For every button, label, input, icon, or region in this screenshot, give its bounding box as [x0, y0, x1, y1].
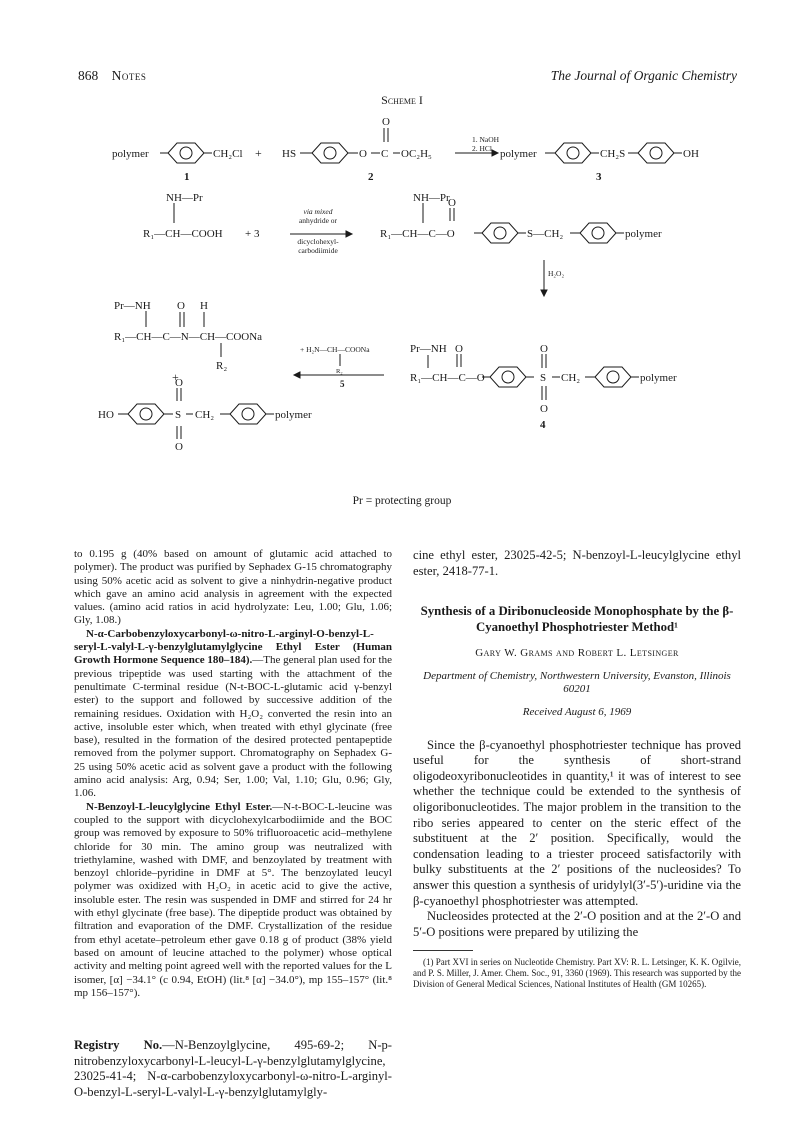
benzene-ring-inner — [140, 408, 152, 420]
article-authors: Gary W. Grams and Robert L. Letsinger — [475, 647, 679, 659]
r2-label: R₂ — [216, 360, 228, 372]
polymer-label: polymer — [625, 228, 662, 240]
reaction-scheme — [0, 90, 805, 530]
amino-acid-label: R₁—CH—COOH — [143, 228, 223, 240]
running-header-left — [78, 68, 146, 84]
ch2-label: CH₂ — [561, 372, 581, 384]
ester-chain-label: R₁—CH—C—O — [380, 228, 455, 240]
page-number: 868 — [78, 68, 99, 83]
benzene-ring — [580, 223, 616, 243]
paragraph — [74, 801, 392, 1000]
condition-line-3: dicyclohexyl- — [297, 237, 339, 246]
paragraph: to 0.195 g (40% based on amount of glutamic acid attached to polymer). The product was purified by Sephadex G-15 chromatography using 50% acetic acid as solvent to give a ninhydrin-negative product which gave an amino acid analysis in agreement with the expected values. (amino acid ratios in acid hydrolyzate: Leu, 1.00; Glu, 1.06; Gly, 1.08.) — [74, 548, 392, 627]
section-label: Notes — [111, 68, 147, 83]
sulfonyl-o-top: O — [175, 377, 183, 389]
compound-number-5: 5 — [340, 379, 345, 389]
plus-sign: + — [255, 146, 262, 160]
compound-number-4: 4 — [540, 419, 546, 431]
paragraph-text: —N-t-BOC-L-leucine was coupled to the support with dicyclohexylcarbodiimide and the BOC group was removed by exposure to 50% trifluoroacetic acid–methylene chloride for 30 min. The amino group was neutralized with triethylamine, washed with DMF, and benzoylated by treatment with benzoyl chloride–pyridine in DMF at 5°. The benzoylated leucyl polymer was oxidized with H₂O₂ in acetic acid to give the active, insoluble ester. The resin was suspended in DMF and stirred for 24 hr with ethyl glycinate (free base). The dipeptide product was obtained by filtration and evaporation of the DMF. Crystallization of the residue from ethyl acetate–petroleum ether gave 0.18 g of product (38% yield based on amount of leucine attached to the polymer) whose optical activity and melting point agreed well with the reported values for the L isomer, [α] −34.1° (c 0.94, EtOH) (lit.⁸ [α] −34.0°), mp 155–157° (lit.⁸ mp 156–157°). — [74, 800, 393, 999]
plus-3-label: + 3 — [245, 228, 260, 240]
benzene-ring — [312, 143, 348, 163]
paragraph — [74, 628, 392, 801]
ch2cl-label: CH₂Cl — [213, 148, 243, 160]
condition-line-2: anhydride or — [298, 216, 338, 225]
received-date: Received August 6, 1969 — [522, 706, 632, 719]
polymer-label: polymer — [640, 372, 677, 384]
polymer-label: polymer — [500, 148, 537, 160]
ch2-label: CH₂ — [195, 409, 215, 421]
benzene-ring-inner — [592, 227, 604, 239]
benzene-ring — [638, 143, 674, 163]
benzene-ring-inner — [567, 147, 579, 159]
sulfur-label: S — [540, 372, 547, 384]
plus-sign: + — [172, 370, 179, 384]
nh-pr-label: NH—Pr — [166, 192, 203, 204]
registry-text: —N-Benzoylglycine, 495-69-2; N-p-nitrobenzyloxycarbonyl-L-leucyl-L-γ-benzylglutamylglycine, 23025-41-4; N-α-carbobenzyloxycarbonyl-ω-nitro-L-arginyl-O-benzyl-L-seryl-L-valyl-L-γ-benzylglutamylgly- — [74, 1038, 393, 1099]
reagent-h2o2: H₂O₂ — [548, 269, 565, 278]
scheme-title: Scheme I — [381, 93, 423, 107]
benzene-ring-inner — [494, 227, 506, 239]
benzene-ring-inner — [650, 147, 662, 159]
benzene-ring-inner — [180, 147, 192, 159]
oc2h5-label: OC₂H₅ — [401, 148, 432, 160]
left-column — [74, 548, 392, 1100]
carbonyl-o: O — [448, 197, 456, 209]
nh-pr-label: NH—Pr — [413, 192, 450, 204]
dipeptide-chain: R₁—CH—C—N—CH—COONa — [114, 331, 263, 343]
paragraph-heading: N-α-Carbobenzyloxycarbonyl-ω-nitro-L-arginyl-O-benzyl-L-seryl-L-valyl-L-γ-benzylglutamylglycine Ethyl Ester (Human Growth Hormone Sequence 180–184). — [74, 627, 392, 667]
pr-nh-label: Pr—NH — [410, 343, 447, 355]
compound-number-1: 1 — [184, 171, 190, 183]
sulfonyl-o-bottom: O — [175, 441, 183, 453]
compound-number-2: 2 — [368, 171, 374, 183]
benzene-ring — [555, 143, 591, 163]
footnote-divider — [413, 950, 473, 951]
sulfonyl-o-top: O — [540, 343, 548, 355]
footnote: (1) Part XVI in series on Nucleotide Chemistry. Part XV: R. L. Letsinger, K. K. Ogilvie, and P. S. Miller, J. Amer. Chem. Soc., 91, 3360 (1969). This research was supported by the Division of General Medical Sciences, National Institutes of Health (GM 10265). — [413, 957, 741, 990]
registry-continuation: cine ethyl ester, 23025-42-5; N-benzoyl-L-leucylglycine ethyl ester, 2418-77-1. — [413, 548, 741, 578]
reagent-hcl: 2. HCl — [472, 144, 493, 153]
paragraph-text: —The general plan used for the previous tripeptide was used starting with the attachment of the penultimate C-terminal residue (N-t-BOC-L-glutamic acid γ-benzyl ester) to the support and followed by successive addition of the remaining residues. Oxidation with H₂O₂ converted the resin into an active, insoluble ester which, when treated with ethyl glycinate (free base), resulted in the formation of the desired protected pentapeptide removed from the polymer support. Chromatography on Sephadex G-25 using 50% acetic acid as solvent gave a product with the following amino acid analysis: Arg, 0.94; Ser, 1.00; Val, 1.10; Glu, 0.96; Gly, 1.06. — [74, 654, 392, 800]
benzene-ring — [128, 404, 164, 424]
compound-number-3: 3 — [596, 171, 602, 183]
reagent-r2: R₂ — [336, 368, 343, 375]
carbonyl-o: O — [455, 343, 463, 355]
polymer-label: polymer — [275, 409, 312, 421]
pr-nh-label: Pr—NH — [114, 300, 151, 312]
carbonyl-o: O — [177, 300, 185, 312]
paragraph: Since the β-cyanoethyl phosphotriester technique has proved useful for the synthesis of short-strand oligodeoxyribonucleotides in quantity,¹ it was of interest to see whether the technique could be extended to the synthesis of oligoribonucleotides. The major problem in the transition to the ribo series appeared to center on the steric effect of the substituent at the 2′ position. Specifically, would the condensation leading to a triester proceed satisfactorily with bulky substituents at the 2′ positions of the nucleosides? To answer this question a synthesis of uridylyl(3′-5′)-uridine via the β-cyanoethyl phosphotriester was attempted. — [413, 737, 741, 908]
benzene-ring — [595, 367, 631, 387]
ester-o: O — [359, 148, 367, 160]
benzene-ring-inner — [324, 147, 336, 159]
benzene-ring-inner — [607, 371, 619, 383]
oh-label: OH — [683, 148, 699, 160]
article-title: Synthesis of a Diribonucleoside Monophosphate by the β-Cyanoethyl Phosphotriester Method¹ — [420, 604, 734, 634]
reagent-naoh: 1. NaOH — [472, 135, 500, 144]
amide-h: H — [200, 300, 208, 312]
benzene-ring-inner — [502, 371, 514, 383]
carbonyl-o: O — [382, 116, 390, 128]
registry-label: Registry No. — [74, 1038, 163, 1053]
benzene-ring-inner — [242, 408, 254, 420]
benzene-ring — [230, 404, 266, 424]
registry-numbers — [74, 1038, 392, 1100]
paragraph-heading: N-Benzoyl-L-leucylglycine Ethyl Ester. — [86, 800, 273, 813]
ester-chain-label: R₁—CH—C—O — [410, 372, 485, 384]
journal-title: The Journal of Organic Chemistry — [550, 68, 737, 83]
benzene-ring — [168, 143, 204, 163]
condition-line-4: carbodiimide — [298, 246, 338, 255]
scheme-legend: Pr = protecting group — [352, 495, 452, 507]
paragraph: Nucleosides protected at the 2′-O position and at the 2′-O and 5′-O positions were prepared by utilizing the — [413, 909, 741, 939]
hs-label: HS — [282, 148, 297, 160]
author-affiliation: Department of Chemistry, Northwestern University, Evanston, Illinois 60201 — [423, 670, 731, 696]
benzene-ring — [490, 367, 526, 387]
ch2s-label: CH₂S — [600, 148, 626, 160]
glycine-reagent: + H₂N—CH—COONa — [300, 345, 370, 354]
ho-label: HO — [98, 409, 114, 421]
right-column — [413, 548, 741, 990]
s-ch2-label: S—CH₂ — [527, 228, 564, 240]
sulfur-label: S — [175, 409, 182, 421]
carbon-c: C — [381, 148, 389, 160]
condition-line-1: via mixed — [303, 207, 333, 216]
polymer-label: polymer — [112, 148, 149, 160]
sulfonyl-o-bottom: O — [540, 403, 548, 415]
benzene-ring — [482, 223, 518, 243]
